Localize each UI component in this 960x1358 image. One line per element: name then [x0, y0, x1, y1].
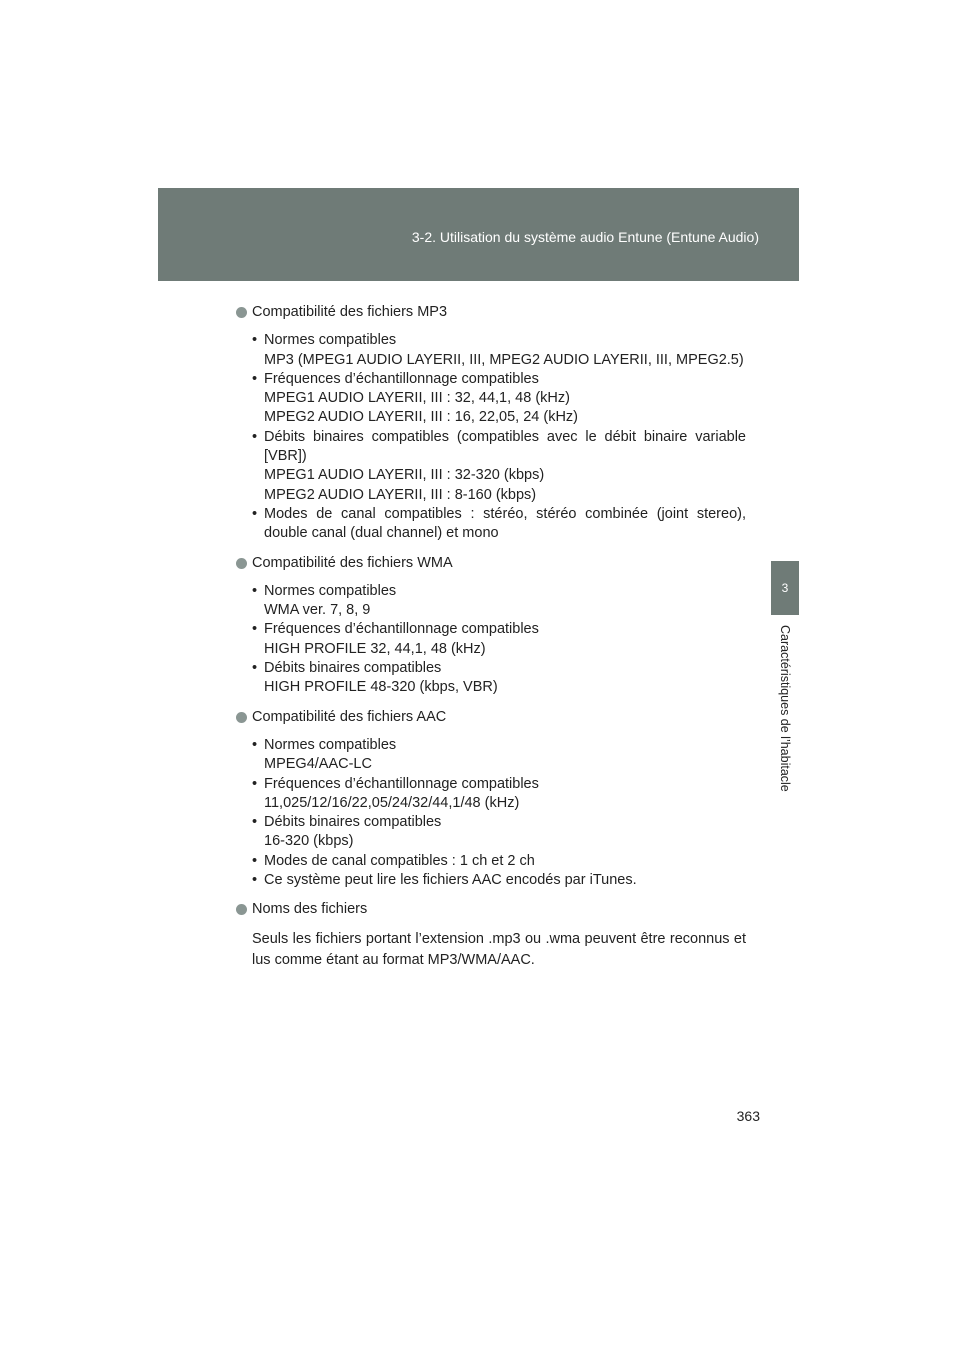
section — [236, 900, 746, 970]
section-heading — [236, 708, 746, 727]
list-item-line: 16-320 (kbps) — [264, 833, 354, 850]
list-item-line: Modes de canal compatibles : stéréo, stéréo combinée (joint stereo), double canal (dual channel) et mono — [264, 505, 746, 542]
list-item-line: 11,025/12/16/22,05/24/32/44,1/48 (kHz) — [264, 794, 520, 811]
bullet-list — [236, 736, 746, 890]
list-bullet: • — [252, 621, 258, 638]
section-title: Compatibilité des fichiers WMA — [252, 554, 453, 571]
list-bullet: • — [252, 775, 258, 792]
list-item-line: MPEG1 AUDIO LAYERII, III : 32, 44,1, 48 (kHz) — [264, 390, 570, 407]
page-content — [236, 303, 746, 981]
list-item-line: Normes compatibles — [264, 332, 397, 349]
list-item-line: Modes de canal compatibles : 1 ch et 2 ch — [264, 852, 535, 869]
list-item-line: Fréquences d’échantillonnage compatibles — [264, 775, 539, 792]
list-bullet: • — [252, 660, 258, 677]
bullet-list — [236, 582, 746, 698]
list-item-line: Débits binaires compatibles — [264, 660, 442, 677]
section-title: Noms des fichiers — [252, 901, 368, 918]
list-item-line: MPEG4/AAC-LC — [264, 756, 372, 773]
header-band — [158, 188, 799, 281]
list-item-line: HIGH PROFILE 32, 44,1, 48 (kHz) — [264, 640, 486, 657]
section-heading — [236, 900, 746, 919]
section-title: Compatibilité des fichiers AAC — [252, 708, 447, 725]
list-item-line: MPEG2 AUDIO LAYERII, III : 8-160 (kbps) — [264, 486, 537, 503]
chapter-tab-number: 3 — [771, 561, 799, 615]
page-number: 363 — [736, 1108, 760, 1124]
list-item — [252, 370, 746, 428]
list-item — [252, 428, 746, 505]
list-item-line: MPEG1 AUDIO LAYERII, III : 32-320 (kbps) — [264, 467, 545, 484]
list-item-line: Ce système peut lire les fichiers AAC encodés par iTunes. — [264, 872, 637, 889]
list-item — [252, 582, 746, 621]
list-bullet: • — [252, 736, 258, 753]
header-title: 3-2. Utilisation du système audio Entune (Entune Audio) — [411, 229, 759, 245]
list-bullet: • — [252, 582, 258, 599]
list-item — [252, 331, 746, 370]
list-item — [252, 736, 746, 775]
list-item — [252, 852, 746, 871]
list-bullet: • — [252, 370, 258, 387]
list-bullet: • — [252, 505, 258, 522]
section-heading — [236, 554, 746, 573]
list-item — [252, 505, 746, 544]
chapter-tab-label: Caractéristiques de l’habitacle — [778, 625, 792, 792]
list-item — [252, 620, 746, 659]
list-item-line: MP3 (MPEG1 AUDIO LAYERII, III, MPEG2 AUDIO LAYERII, III, MPEG2.5) — [264, 351, 744, 368]
section — [236, 708, 746, 891]
list-item — [252, 813, 746, 852]
circle-bullet-icon — [236, 904, 247, 915]
list-item-line: Normes compatibles — [264, 582, 397, 599]
list-item — [252, 775, 746, 814]
list-bullet: • — [252, 872, 258, 889]
section-paragraph: Seuls les fichiers portant l’extension .mp3 ou .wma peuvent être reconnus et lus comme étant au format MP3/WMA/AAC. — [252, 930, 746, 968]
list-item — [252, 871, 746, 890]
section-heading — [236, 303, 746, 322]
list-bullet: • — [252, 428, 258, 445]
list-item-line: MPEG2 AUDIO LAYERII, III : 16, 22,05, 24 (kHz) — [264, 409, 579, 426]
list-item-line: Fréquences d’échantillonnage compatibles — [264, 370, 539, 387]
list-bullet: • — [252, 332, 258, 349]
list-item-line: HIGH PROFILE 48-320 (kbps, VBR) — [264, 679, 498, 696]
list-item-line: Débits binaires compatibles (compatibles avec le débit binaire variable [VBR]) — [264, 428, 746, 465]
list-bullet: • — [252, 814, 258, 831]
section — [236, 554, 746, 698]
list-item-line: WMA ver. 7, 8, 9 — [264, 602, 371, 619]
list-item — [252, 659, 746, 698]
list-bullet: • — [252, 852, 258, 869]
list-item-line: Fréquences d’échantillonnage compatibles — [264, 621, 539, 638]
circle-bullet-icon — [236, 712, 247, 723]
circle-bullet-icon — [236, 558, 247, 569]
list-item-line: Normes compatibles — [264, 736, 397, 753]
section-title: Compatibilité des fichiers MP3 — [252, 304, 448, 320]
section — [236, 303, 746, 544]
circle-bullet-icon — [236, 307, 247, 318]
list-item-line: Débits binaires compatibles — [264, 814, 442, 831]
bullet-list — [236, 331, 746, 543]
